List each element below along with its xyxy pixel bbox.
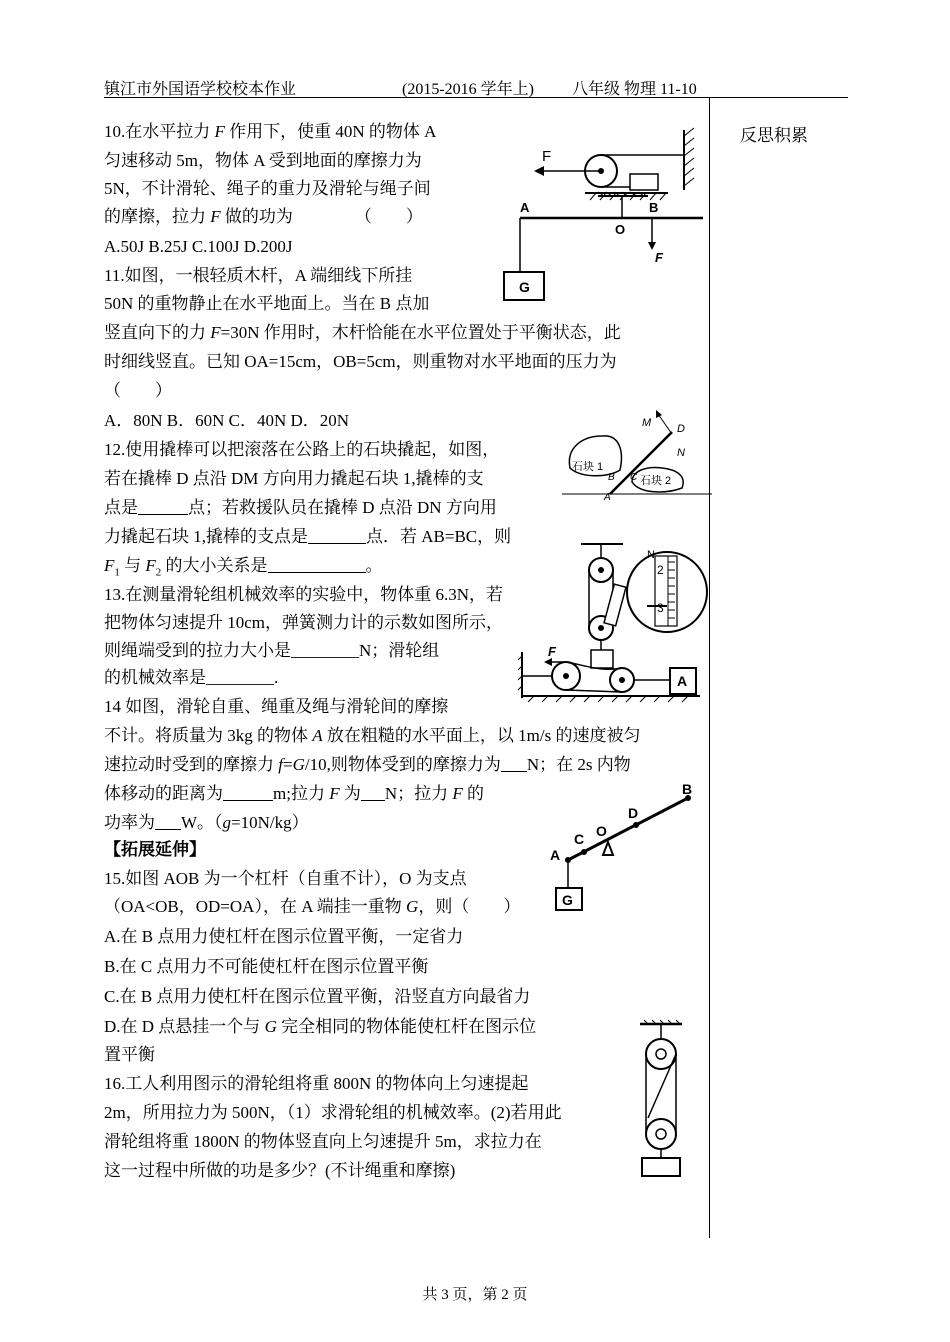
q10-line-1: 10.在水平拉力 F 作用下，使重 40N 的物体 A: [104, 122, 437, 141]
q16-line-3: 滑轮组将重 1800N 的物体竖直向上匀速提升 5m，求拉力在: [104, 1132, 542, 1151]
figure-crowbar: [562, 408, 712, 503]
q10-line-2: 匀速移动 5m，物体 A 受到地面的摩擦力为: [104, 151, 422, 170]
q15-line-2: （OA<OB，OD=OA），在 A 端挂一重物 G，则（ ）: [104, 897, 521, 916]
q14-line-2: 不计。将质量为 3kg 的物体 A 放在粗糙的水平面上，以 1m/s 的速度被匀: [104, 726, 641, 745]
answer-blank[interactable]: [155, 812, 181, 830]
page-footer: 共 3 页，第 2 页: [422, 1287, 528, 1303]
sidebar-title: 反思积累: [740, 126, 808, 145]
figure-lever-weight: [498, 192, 706, 302]
q15-option-c: C.在 B 点用力使杠杆在图示位置平衡，沿竖直方向最省力: [104, 987, 531, 1006]
q13-line-2: 把物体匀速提升 10cm，弹簧测力计的示数如图所示，: [104, 613, 504, 632]
label-N: N: [677, 447, 685, 459]
label-C: C: [574, 831, 585, 847]
q16-line-1: 16.工人利用图示的滑轮组将重 800N 的物体向上匀速提起: [104, 1074, 529, 1093]
answer-blank[interactable]: [223, 783, 273, 801]
q14-line-3: 速拉动时受到的摩擦力 f=G/10,则物体受到的摩擦力为 N；在 2s 内物: [104, 755, 631, 774]
q15-option-a: A.在 B 点用力使杠杆在图示位置平衡，一定省力: [104, 927, 464, 946]
q16-line-2: 2m，所用拉力为 500N，（1）求滑轮组的机械效率。(2)若用此: [104, 1103, 562, 1122]
q13-line-3: 则绳端受到的拉力大小是________N；滑轮组: [104, 641, 440, 660]
q11-line-2: 50N 的重物静止在水平地面上。当在 B 点加: [104, 294, 430, 313]
q11-line-5: （ ）: [104, 381, 172, 400]
label-F: F: [542, 148, 552, 165]
label-A: A: [520, 200, 530, 215]
header-divider: [104, 97, 848, 98]
q15-option-d-cont: 置平衡: [104, 1045, 155, 1064]
header-grade: 八年级 物理 11-10: [572, 81, 697, 98]
label-3: 3: [657, 601, 664, 615]
figure-horizontal-pulley: [518, 640, 700, 702]
q10-line-4: 的摩擦，拉力 F 做的功为 （ ）: [104, 207, 423, 226]
answer-blank[interactable]: [501, 754, 527, 772]
figure-pulley-block: [636, 1020, 686, 1178]
q11-options: A．80N B．60N C．40N D．20N: [104, 411, 350, 430]
q10-line-3: 5N，不计滑轮、绳子的重力及滑轮与绳子间: [104, 179, 431, 198]
q11-line-1: 11.如图，一根轻质木杆，A 端细线下所挂: [104, 266, 413, 285]
figure-lever-aob: [548, 781, 708, 914]
label-N: N: [647, 549, 655, 561]
label-stone-1: 石块 1: [572, 461, 604, 473]
label-C: C: [630, 472, 638, 483]
label-D: D: [628, 805, 639, 821]
label-D: D: [677, 423, 685, 435]
label-2: 2: [657, 563, 664, 577]
label-O: O: [615, 222, 626, 237]
q11-line-4: 时细线竖直。已知 OA=15cm，OB=5cm，则重物对水平地面的压力为: [104, 352, 617, 371]
header-year: (2015-2016 学年上): [402, 81, 534, 98]
q10-options: A.50J B.25J C.100J D.200J: [104, 237, 293, 256]
label-G: G: [519, 279, 530, 295]
answer-blank[interactable]: [138, 497, 188, 515]
label-F: F: [655, 250, 663, 265]
q13-line-1: 13.在测量滑轮组机械效率的实验中，物体重 6.3N，若: [104, 585, 504, 604]
q15-option-b: B.在 C 点用力不可能使杠杆在图示位置平衡: [104, 957, 429, 976]
q13-line-4: 的机械效率是________.: [104, 668, 279, 687]
label-B: B: [649, 200, 659, 215]
q14-line-4: 体移动的距离为 m;拉力 F 为 N；拉力 F 的: [104, 784, 485, 803]
label-G: G: [562, 892, 573, 908]
label-F: F: [548, 644, 556, 659]
q12-line-5: $F_1$ 与 $F_2$ 的大小关系是 。: [104, 556, 383, 579]
section-title: 【拓展延伸】: [104, 840, 206, 859]
label-M: M: [642, 417, 652, 429]
answer-blank[interactable]: [308, 526, 366, 544]
label-A: A: [677, 673, 688, 689]
q15-line-1: 15.如图 AOB 为一个杠杆（自重不计），O 为支点: [104, 869, 467, 888]
label-A: A: [604, 492, 611, 503]
answer-blank[interactable]: [361, 783, 385, 801]
header-school: 镇江市外国语学校校本作业: [104, 81, 297, 98]
q14-line-5: 功率为 W。（g=10N/kg）: [104, 813, 309, 832]
label-B: B: [682, 781, 693, 797]
q12-line-3: 点是 点；若救援队员在撬棒 D 点沿 DN 方向用: [104, 498, 497, 517]
q15-option-d: D.在 D 点悬挂一个与 G 完全相同的物体能使杠杆在图示位: [104, 1017, 537, 1036]
label-stone-2: 石块 2: [640, 475, 672, 487]
q12-line-1: 12.使用撬棒可以把滚落在公路上的石块撬起，如图，: [104, 440, 500, 459]
q12-line-2: 若在撬棒 D 点沿 DM 方向用力撬起石块 1,撬棒的支: [104, 469, 484, 488]
answer-blank[interactable]: [268, 555, 366, 573]
q12-line-4: 力撬起石块 1,撬棒的支点是 点．若 AB=BC，则: [104, 527, 512, 546]
label-A: A: [550, 847, 561, 863]
q14-line-1: 14 如图，滑轮自重、绳重及绳与滑轮间的摩擦: [104, 697, 449, 716]
q11-line-3: 竖直向下的力 F=30N 作用时，木杆恰能在水平位置处于平衡状态，此: [104, 323, 621, 342]
label-O: O: [596, 823, 607, 839]
q16-line-4: 这一过程中所做的功是多少？(不计绳重和摩擦): [104, 1161, 456, 1180]
label-B: B: [608, 472, 615, 483]
